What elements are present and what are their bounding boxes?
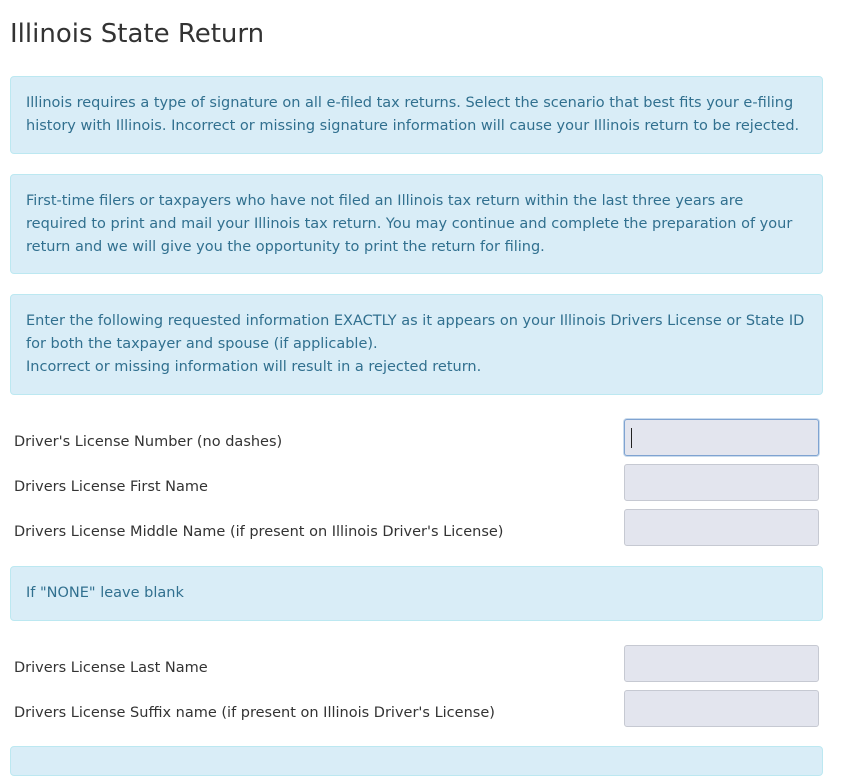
text-caret	[631, 428, 632, 448]
none-leave-blank-notice-text: If "NONE" leave blank	[26, 585, 184, 601]
signature-notice	[10, 76, 823, 154]
first-time-filer-notice	[10, 174, 823, 274]
next-notice-partial	[10, 746, 823, 776]
none-leave-blank-notice	[10, 566, 823, 621]
license-number-input[interactable]	[624, 419, 819, 456]
first-name-input[interactable]	[624, 464, 819, 501]
exact-info-notice-line1: Enter the following requested information EXACTLY as it appears on your Illinois Drivers License or State ID for both the taxpayer and spouse (if applicable).	[26, 313, 805, 352]
suffix-name-input[interactable]	[624, 690, 819, 727]
suffix-name-label: Drivers License Suffix name (if present on Illinois Driver's License)	[14, 705, 495, 721]
exact-info-notice	[10, 294, 823, 395]
page-title: Illinois State Return	[10, 19, 265, 49]
exact-info-notice-line2: Incorrect or missing information will result in a rejected return.	[26, 359, 482, 375]
license-number-label: Driver's License Number (no dashes)	[14, 434, 283, 450]
first-name-label: Drivers License First Name	[14, 479, 208, 495]
last-name-input[interactable]	[624, 645, 819, 682]
first-time-filer-notice-text: First-time filers or taxpayers who have not filed an Illinois tax return within the last three years are required to print and mail your Illinois tax return. You may continue and complete the preparation of your return and we will give you the opportunity to print the return for filing.	[26, 193, 793, 255]
middle-name-label: Drivers License Middle Name (if present on Illinois Driver's License)	[14, 524, 504, 540]
signature-notice-text: Illinois requires a type of signature on all e-filed tax returns. Select the scenario that best fits your e-filing history with Illinois. Incorrect or missing signature information will cause your Illinois return to be rejected.	[26, 95, 800, 134]
middle-name-input[interactable]	[624, 509, 819, 546]
last-name-label: Drivers License Last Name	[14, 660, 208, 676]
